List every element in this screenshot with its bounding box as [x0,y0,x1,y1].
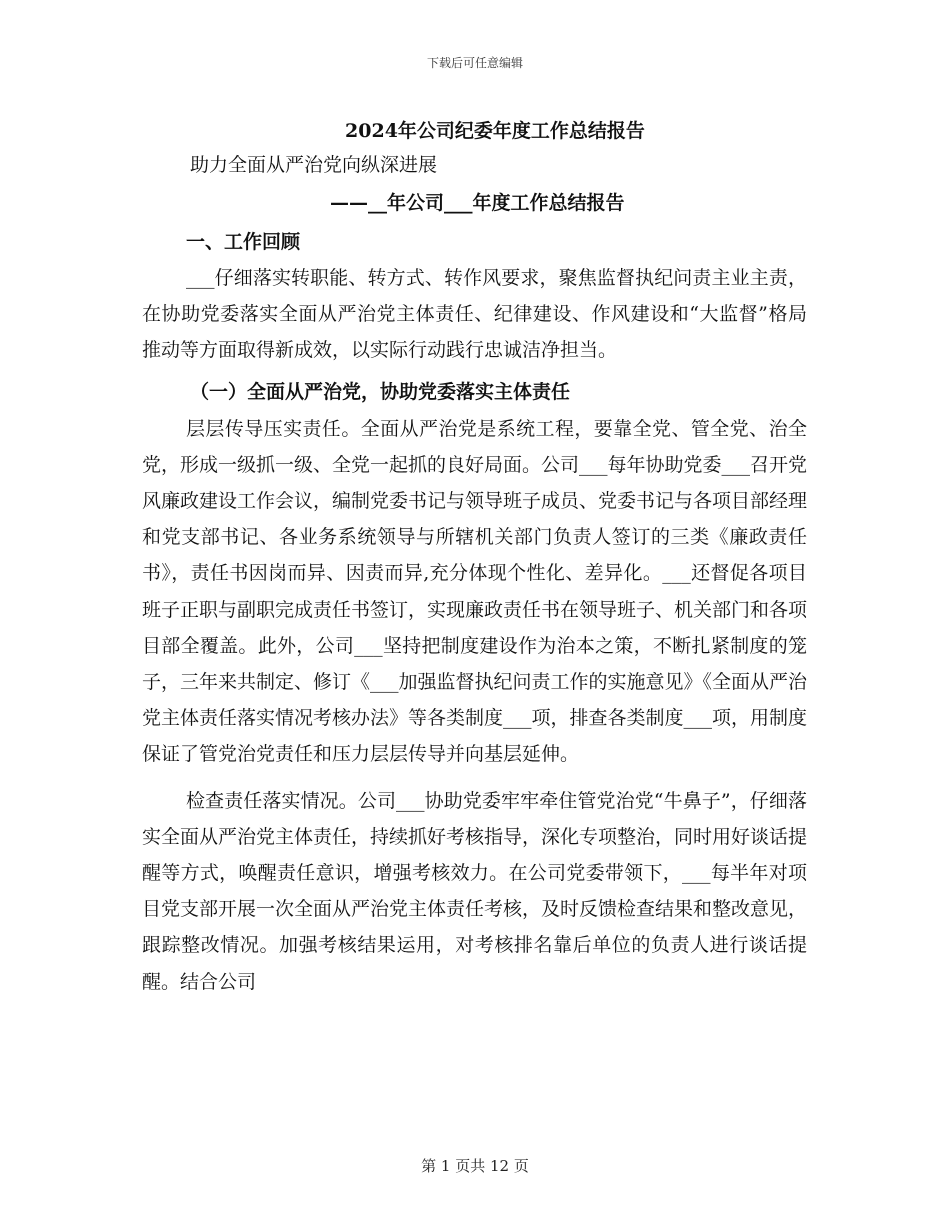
body-paragraph: 检查责任落实情况。公司___协助党委牢牢牵住管党治党“牛鼻子”，仔细落实全面从严治党主体责任，持续抓好考核指导，深化专项整治，同时用好谈话提醒等方式，唤醒责任意识，增强考核效力。在公司党委带领下，___每半年对项目党支部开展一次全面从严治党主体责任考核，及时反馈检查结果和整改意见，跟踪整改情况。加强考核结果运用，对考核排名靠后单位的负责人进行谈话提醒。结合公司 [142,789,808,993]
document-title: 2024年公司纪委年度工作总结报告 [345,120,645,142]
page-footer: 第 1 页共 12 页 [421,1157,529,1175]
document-subtitle: 助力全面从严治党向纵深进展 [190,154,438,176]
header-note: 下载后可任意编辑 [426,56,523,70]
document-body [142,224,807,1000]
section-intro-paragraph: ___仔细落实转职能、转方式、转作风要求，聚焦监督执纪问责主业主责，在协助党委落实全面从严治党主体责任、纪律建设、作风建设和“大监督”格局推动等方面取得新成效，以实际行动践行忠诚洁净担当。 [142,267,807,362]
document-subtitle-secondary: ——__年公司___年度工作总结报告 [330,192,625,214]
body-paragraph: 层层传导压实责任。全面从严治党是系统工程，要靠全党、管全党、治全党，形成一级抓一级、全党一起抓的良好局面。公司___每年协助党委___召开党风廉政建设工作会议，编制党委书记与领导班子成员、党委书记与各项目部经理和党支部书记、各业务系统领导与所辖机关部门负责人签订的三类《廉政责任书》，责任书因岗而异、因责而异,充分体现个性化、差异化。___还督促各项目班子正职与副职完成责任书签订，实现廉政责任书在领导班子、机关部门和各项目部全覆盖。此外，公司___坚持把制度建设作为治本之策，不断扎紧制度的笼子，三年来共制定、修订《___加强监督执纪问责工作的实施意见》《全面从严治党主体责任落实情况考核办法》等各类制度___项，排查各类制度___项，用制度保证了管党治党责任和压力层层传导并向基层延伸。 [142,417,808,766]
section-heading: 一、工作回顾 [186,231,301,253]
subsection-heading: （一）全面从严治党，协助党委落实主体责任 [190,380,571,403]
paragraph-spacer [142,773,807,783]
